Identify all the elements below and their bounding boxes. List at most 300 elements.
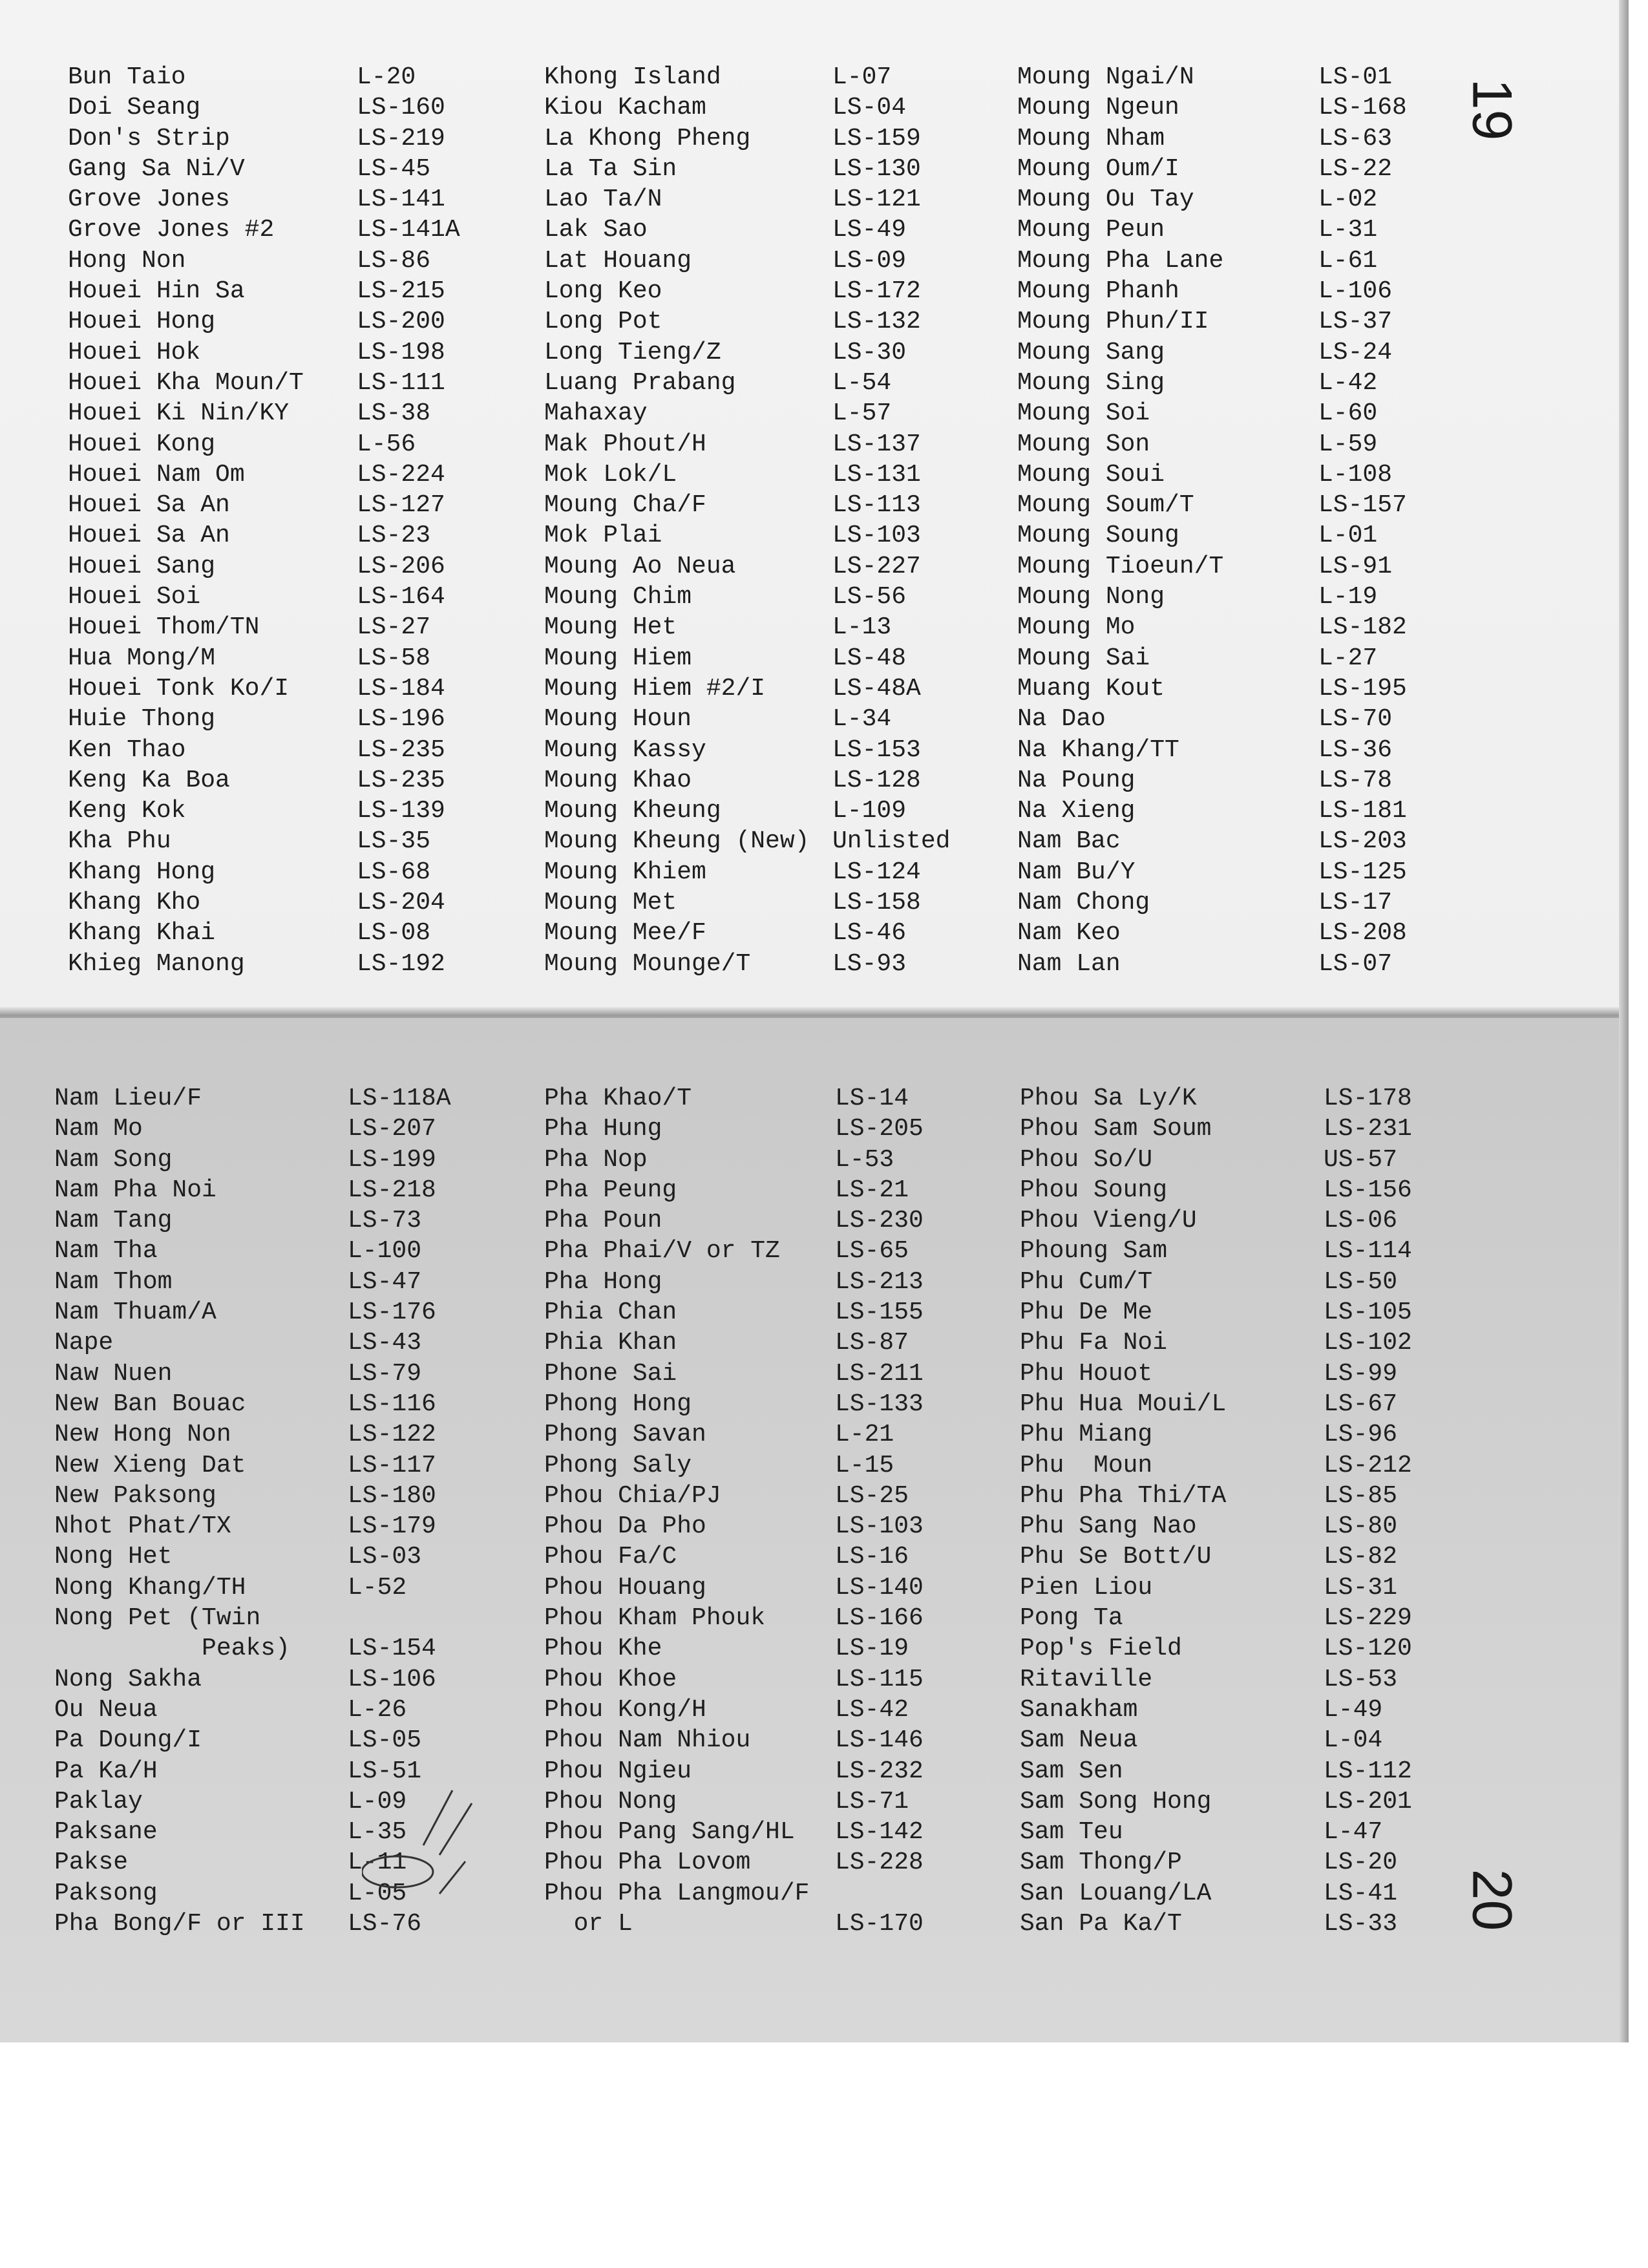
airfield-name: Phou Khoe [544, 1665, 677, 1693]
airfield-name: Phia Khan [544, 1329, 677, 1357]
site-code: LS-35 [357, 827, 431, 856]
airfield-name: Phu Moun [1020, 1451, 1153, 1479]
site-code: L-34 [832, 705, 892, 734]
site-code: LS-128 [832, 766, 921, 794]
airfield-name: Na Dao [1017, 705, 1106, 734]
site-code: L-59 [1318, 430, 1378, 458]
site-code: LS-154 [348, 1635, 436, 1663]
site-code: LS-24 [1318, 338, 1393, 366]
site-code: LS-176 [348, 1298, 436, 1327]
airfield-name: Moung Peun [1017, 216, 1165, 244]
airfield-name: Hong Non [68, 246, 186, 275]
airfield-name: Phong Hong [544, 1390, 692, 1418]
airfield-name: Phou Kham Phouk [544, 1604, 766, 1633]
airfield-name: Pa Doung/I [54, 1726, 202, 1755]
lower-col1-names [54, 1083, 305, 1939]
site-code: LS-78 [1318, 766, 1393, 794]
site-code: LS-25 [835, 1481, 909, 1510]
site-code: LS-38 [357, 399, 431, 428]
site-code: LS-03 [348, 1543, 422, 1571]
site-code: LS-115 [835, 1665, 924, 1693]
airfield-name: Pha Peung [544, 1176, 677, 1204]
site-code: LS-99 [1324, 1359, 1398, 1388]
airfield-name: Phou Ngieu [544, 1757, 692, 1785]
site-code: LS-102 [1324, 1329, 1412, 1357]
airfield-name: Moung Soui [1017, 460, 1165, 489]
site-code: L-27 [1318, 644, 1378, 672]
airfield-name: Nong Het [54, 1543, 173, 1571]
site-code: LS-118A [348, 1085, 451, 1112]
airfield-name: Long Keo [544, 277, 662, 306]
airfield-name: Moung Sang [1017, 338, 1165, 366]
site-code: LS-199 [348, 1145, 436, 1174]
site-code: LS-05 [348, 1726, 422, 1755]
airfield-name: Bun Taio [68, 63, 186, 91]
airfield-name: Lat Houang [544, 246, 692, 275]
airfield-name: Na Xieng [1017, 797, 1136, 825]
airfield-name: Sam Teu [1020, 1818, 1123, 1847]
airfield-name: Phong Saly [544, 1451, 692, 1479]
airfield-name: Pha Khao/T [544, 1085, 692, 1112]
site-code: LS-07 [1318, 949, 1393, 978]
site-code: LS-93 [832, 949, 907, 978]
site-code: LS-37 [1318, 308, 1393, 336]
site-code: L-100 [348, 1237, 422, 1266]
lower-col2-names [544, 1083, 809, 1939]
airfield-name: Moung Son [1017, 430, 1150, 458]
site-code: LS-16 [835, 1543, 909, 1571]
airfield-name: New Ban Bouac [54, 1390, 246, 1418]
airfield-name: Phou Pha Langmou/F [544, 1879, 810, 1907]
site-code: Unlisted [832, 827, 951, 856]
site-code: LS-182 [1318, 613, 1407, 642]
site-code: LS-45 [357, 154, 431, 183]
site-code: LS-46 [832, 919, 907, 948]
site-code: L-54 [832, 368, 892, 397]
site-code: LS-80 [1324, 1512, 1398, 1541]
airfield-name: Naw Nuen [54, 1359, 173, 1388]
airfield-name: Mak Phout/H [544, 430, 706, 458]
site-code: L-47 [1324, 1818, 1383, 1847]
site-code: L-02 [1318, 185, 1378, 214]
airfield-name: Moung Phun/II [1017, 308, 1209, 336]
airfield-name: New Paksong [54, 1481, 217, 1510]
airfield-name: Ken Thao [68, 736, 186, 764]
airfield-name: Phia Chan [544, 1298, 677, 1327]
site-code: LS-105 [1324, 1298, 1412, 1327]
airfield-name: Moung Sing [1017, 368, 1165, 397]
site-code: L-21 [835, 1421, 894, 1449]
airfield-name: Nam Chong [1017, 889, 1150, 917]
airfield-name: Houei Kha Moun/T [68, 368, 304, 397]
upper-col2-names [544, 62, 809, 979]
site-code: LS-156 [1324, 1176, 1412, 1204]
site-code: LS-85 [1324, 1481, 1398, 1510]
airfield-name: San Louang/LA [1020, 1879, 1212, 1907]
airfield-name: Phou Pha Lovom [544, 1849, 751, 1877]
airfield-name: Houei Hok [68, 338, 201, 366]
airfield-name: Nape [54, 1329, 114, 1357]
site-code: LS-227 [832, 552, 921, 580]
airfield-name: Khang Hong [68, 858, 216, 886]
airfield-name: Nhot Phat/TX [54, 1512, 231, 1541]
airfield-name: Phou Sa Ly/K [1020, 1085, 1197, 1112]
airfield-name: Nam Bac [1017, 827, 1121, 856]
lower-col2-codes [835, 1083, 924, 1939]
site-code: LS-87 [835, 1329, 909, 1357]
site-code: LS-86 [357, 246, 431, 275]
site-code: L-26 [348, 1695, 407, 1724]
site-code: LS-51 [348, 1757, 422, 1785]
airfield-name: Na Khang/TT [1017, 736, 1179, 764]
site-code: L-04 [1324, 1726, 1383, 1755]
site-code: LS-113 [832, 491, 921, 520]
site-code: LS-49 [832, 216, 907, 244]
airfield-name: Phu Fa Noi [1020, 1329, 1168, 1357]
site-code: LS-121 [832, 185, 921, 214]
airfield-name: Nam Lieu/F [54, 1085, 202, 1112]
airfield-name: Grove Jones [68, 185, 230, 214]
site-code [348, 1603, 451, 1633]
airfield-name: Phou Pang Sang/HL [544, 1818, 795, 1847]
site-code: LS-235 [357, 736, 445, 764]
site-code: L-09 [348, 1787, 407, 1816]
airfield-name: Nong Khang/TH [54, 1573, 246, 1602]
site-code: LS-158 [832, 889, 921, 917]
site-code: LS-127 [357, 491, 445, 520]
airfield-name: Ou Neua [54, 1695, 158, 1724]
site-code: LS-131 [832, 460, 921, 489]
airfield-name: Phu De Me [1020, 1298, 1153, 1327]
site-code: LS-70 [1318, 705, 1393, 734]
site-code: LS-198 [357, 338, 445, 366]
site-code: L-61 [1318, 246, 1378, 275]
airfield-name: Phou Nong [544, 1787, 677, 1816]
airfield-name: Paksong [54, 1879, 158, 1907]
airfield-name: Phou Da Pho [544, 1512, 706, 1541]
upper-col3-names [1017, 62, 1223, 979]
site-code: LS-73 [348, 1207, 422, 1235]
airfield-name: Grove Jones #2 [68, 216, 275, 244]
airfield-name: Houei Kong [68, 430, 216, 458]
airfield-name: Moung Chim [544, 583, 692, 611]
site-code: LS-178 [1324, 1085, 1412, 1112]
site-code: LS-157 [1318, 491, 1407, 520]
site-code: LS-20 [1324, 1849, 1398, 1877]
site-code: LS-103 [835, 1512, 924, 1541]
upper-col2-codes [832, 62, 950, 979]
site-code: LS-155 [835, 1298, 924, 1327]
airfield-name: Pha Nop [544, 1145, 648, 1174]
airfield-name: Muang Kout [1017, 674, 1165, 703]
airfield-name: Houei Tonk Ko/I [68, 674, 290, 703]
airfield-name: Keng Ka Boa [68, 766, 230, 794]
site-code: LS-130 [832, 154, 921, 183]
airfield-name: Houei Thom/TN [68, 613, 260, 642]
site-code: LS-117 [348, 1451, 436, 1479]
site-code: L-13 [832, 613, 892, 642]
airfield-name: Moung Tioeun/T [1017, 552, 1224, 580]
airfield-name: Sanakham [1020, 1695, 1138, 1724]
site-code: LS-48 [832, 644, 907, 672]
airfield-name: Khieg Manong [68, 949, 245, 978]
airfield-name: Phou Vieng/U [1020, 1207, 1197, 1235]
site-code: L-20 [357, 63, 416, 91]
airfield-name: Nong Sakha [54, 1665, 202, 1693]
airfield-name: Hua Mong/M [68, 644, 216, 672]
site-code: L-42 [1318, 368, 1378, 397]
airfield-name: Moung Het [544, 613, 677, 642]
site-code: LS-207 [348, 1115, 436, 1143]
airfield-name: Nam Pha Noi [54, 1176, 217, 1204]
airfield-name: Moung Pha Lane [1017, 246, 1224, 275]
airfield-name: Moung Soung [1017, 522, 1179, 550]
airfield-name: Nam Lan [1017, 949, 1121, 978]
site-code: LS-206 [357, 552, 445, 580]
site-code: LS-141 [357, 185, 445, 214]
airfield-name: Khang Khai [68, 919, 216, 948]
airfield-name: Phu Pha Thi/TA [1020, 1481, 1227, 1510]
airfield-name: Moung Nham [1017, 124, 1165, 153]
airfield-name: Phou Kong/H [544, 1695, 706, 1724]
site-code: LS-114 [1324, 1237, 1412, 1266]
airfield-name: Sam Song Hong [1020, 1787, 1212, 1816]
airfield-name: Moung Sai [1017, 644, 1150, 672]
airfield-name: Nam Thom [54, 1267, 173, 1296]
site-code: LS-04 [832, 94, 907, 122]
site-code: L-31 [1318, 216, 1378, 244]
airfield-name: Nam Tang [54, 1207, 173, 1235]
site-code: LS-63 [1318, 124, 1393, 153]
site-code: LS-68 [357, 858, 431, 886]
airfield-name: Mok Plai [544, 522, 662, 550]
site-code: LS-205 [835, 1115, 924, 1143]
airfield-name: Moung Ao Neua [544, 552, 736, 580]
airfield-name: Moung Cha/F [544, 491, 706, 520]
site-code: LS-56 [832, 583, 907, 611]
airfield-name: Gang Sa Ni/V [68, 154, 245, 183]
site-code: LS-09 [832, 246, 907, 275]
site-code: LS-48A [832, 674, 921, 703]
page-edge-shadow [1619, 0, 1629, 2042]
airfield-name: Moung Kheung (New) [544, 827, 810, 856]
airfield-name: Don's Strip [68, 124, 230, 153]
site-code: LS-19 [835, 1635, 909, 1663]
site-code: LS-201 [1324, 1787, 1412, 1816]
site-code: L-109 [832, 797, 907, 825]
airfield-name: Nam Tha [54, 1237, 158, 1266]
upper-col1-names [68, 62, 304, 979]
airfield-name: Houei Sa An [68, 522, 230, 550]
page-number-lower: 20 [1461, 1869, 1523, 1931]
site-code: LS-224 [357, 460, 445, 489]
airfield-name: Moung Nong [1017, 583, 1165, 611]
airfield-name: Pakse [54, 1849, 129, 1877]
airfield-name: Kiou Kacham [544, 94, 706, 122]
airfield-name: Pong Ta [1020, 1604, 1123, 1633]
site-code: LS-33 [1324, 1910, 1398, 1938]
site-code: L-108 [1318, 460, 1393, 489]
airfield-name: Phone Sai [544, 1359, 677, 1388]
site-code: L-49 [1324, 1695, 1383, 1724]
airfield-name: Na Poung [1017, 766, 1136, 794]
airfield-name: Phu Miang [1020, 1421, 1153, 1449]
site-code: LS-43 [348, 1329, 422, 1357]
upper-col3-codes [1318, 62, 1407, 979]
airfield-name: Phou Nam Nhiou [544, 1726, 751, 1755]
site-code: L-35 [348, 1818, 407, 1847]
site-code: LS-67 [1324, 1390, 1398, 1418]
site-code: LS-180 [348, 1481, 436, 1510]
airfield-name: Phou Sam Soum [1020, 1115, 1212, 1143]
airfield-name: Moung Met [544, 889, 677, 917]
site-code: LS-170 [835, 1910, 924, 1938]
site-code: LS-215 [357, 277, 445, 306]
site-code: LS-14 [835, 1085, 909, 1112]
airfield-name: Doi Seang [68, 94, 201, 122]
airfield-name: Pa Ka/H [54, 1757, 158, 1785]
airfield-name: Pha Phai/V or TZ [544, 1237, 780, 1266]
airfield-name: Phu Houot [1020, 1359, 1153, 1388]
airfield-name: Luang Prabang [544, 368, 736, 397]
site-code: L-19 [1318, 583, 1378, 611]
airfield-name: or L [544, 1910, 633, 1938]
airfield-name: La Ta Sin [544, 154, 677, 183]
site-code: LS-96 [1324, 1421, 1398, 1449]
airfield-name: Peaks) [54, 1635, 290, 1663]
airfield-name: Moung Ngai/N [1017, 63, 1194, 91]
site-code: L-106 [1318, 277, 1393, 306]
site-code: LS-08 [357, 919, 431, 948]
airfield-name: Phoung Sam [1020, 1237, 1168, 1266]
site-code: LS-204 [357, 889, 445, 917]
airfield-name: Pha Bong/F or III [54, 1910, 305, 1938]
airfield-name: Long Pot [544, 308, 662, 336]
airfield-name: Moung Houn [544, 705, 692, 734]
site-code: LS-82 [1324, 1543, 1398, 1571]
airfield-name: Houei Soi [68, 583, 201, 611]
airfield-name: San Pa Ka/T [1020, 1910, 1182, 1938]
page-number-upper: 19 [1461, 78, 1523, 141]
site-code: L-07 [832, 63, 892, 91]
site-code: LS-196 [357, 705, 445, 734]
airfield-name: Paksane [54, 1818, 158, 1847]
airfield-name: Pha Hung [544, 1115, 662, 1143]
site-code: L-52 [348, 1573, 407, 1602]
airfield-name: Moung Kheung [544, 797, 721, 825]
airfield-name: Keng Kok [68, 797, 186, 825]
site-code: LS-132 [832, 308, 921, 336]
site-code: L-53 [835, 1145, 894, 1174]
site-code: LS-47 [348, 1267, 422, 1296]
airfield-name: Moung Mo [1017, 613, 1136, 642]
airfield-name: Pien Liou [1020, 1573, 1153, 1602]
site-code: LS-179 [348, 1512, 436, 1541]
site-code: LS-42 [835, 1695, 909, 1724]
airfield-name: Moung Hiem [544, 644, 692, 672]
site-code: LS-141A [357, 216, 460, 244]
airfield-name: Sam Neua [1020, 1726, 1138, 1755]
site-code: LS-184 [357, 674, 445, 703]
site-code: US-57 [1324, 1145, 1398, 1174]
site-code: L-56 [357, 430, 416, 458]
airfield-name: Houei Nam Om [68, 460, 245, 489]
site-code: LS-218 [348, 1176, 436, 1204]
airfield-name: Lao Ta/N [544, 185, 662, 214]
airfield-name: Kha Phu [68, 827, 171, 856]
airfield-name: Moung Oum/I [1017, 154, 1179, 183]
site-code: LS-166 [835, 1604, 924, 1633]
airfield-name: Nam Keo [1017, 919, 1121, 948]
site-code: LS-168 [1318, 94, 1407, 122]
airfield-name: Moung Ou Tay [1017, 185, 1194, 214]
site-code: LS-36 [1318, 736, 1393, 764]
airfield-name: Moung Ngeun [1017, 94, 1179, 122]
site-code: LS-219 [357, 124, 445, 153]
site-code: LS-79 [348, 1359, 422, 1388]
airfield-name: Nam Thuam/A [54, 1298, 217, 1327]
site-code: LS-58 [357, 644, 431, 672]
site-code: LS-200 [357, 308, 445, 336]
airfield-name: Huie Thong [68, 705, 216, 734]
site-code: LS-31 [1324, 1573, 1398, 1602]
airfield-name: Moung Kassy [544, 736, 706, 764]
upper-col1-codes [357, 62, 460, 979]
airfield-name: New Hong Non [54, 1421, 231, 1449]
site-code: LS-91 [1318, 552, 1393, 580]
airfield-name: Mok Lok/L [544, 460, 677, 489]
airfield-name: Phu Se Bott/U [1020, 1543, 1212, 1571]
airfield-name: Pha Poun [544, 1207, 662, 1235]
site-code: L-05 [348, 1879, 407, 1907]
site-code: LS-53 [1324, 1665, 1398, 1693]
site-code: L-11 [348, 1849, 407, 1877]
site-code: LS-23 [357, 522, 431, 550]
site-code: LS-203 [1318, 827, 1407, 856]
site-code: LS-112 [1324, 1757, 1412, 1785]
site-code: LS-164 [357, 583, 445, 611]
site-code: LS-27 [357, 613, 431, 642]
site-code: LS-120 [1324, 1635, 1412, 1663]
site-code: LS-159 [832, 124, 921, 153]
site-code: LS-65 [835, 1237, 909, 1266]
site-code: LS-235 [357, 766, 445, 794]
site-code: LS-231 [1324, 1115, 1412, 1143]
site-code: LS-22 [1318, 154, 1393, 183]
airfield-name: Houei Hin Sa [68, 277, 245, 306]
airfield-name: Houei Hong [68, 308, 216, 336]
airfield-name: Phou So/U [1020, 1145, 1153, 1174]
airfield-name: Sam Thong/P [1020, 1849, 1182, 1877]
site-code: LS-116 [348, 1390, 436, 1418]
site-code: L-60 [1318, 399, 1378, 428]
airfield-name: Moung Khiem [544, 858, 706, 886]
airfield-name: New Xieng Dat [54, 1451, 246, 1479]
site-code: LS-181 [1318, 797, 1407, 825]
airfield-name: Mahaxay [544, 399, 648, 428]
site-code: LS-195 [1318, 674, 1407, 703]
airfield-name: Lak Sao [544, 216, 648, 244]
airfield-name: Khang Kho [68, 889, 201, 917]
site-code: LS-213 [835, 1267, 924, 1296]
site-code: LS-111 [357, 368, 445, 397]
site-code: LS-124 [832, 858, 921, 886]
airfield-name: Nam Bu/Y [1017, 858, 1136, 886]
airfield-name: Phou Chia/PJ [544, 1481, 721, 1510]
airfield-name: Long Tieng/Z [544, 338, 721, 366]
airfield-name: Phu Hua Moui/L [1020, 1390, 1227, 1418]
airfield-name: Moung Soi [1017, 399, 1150, 428]
